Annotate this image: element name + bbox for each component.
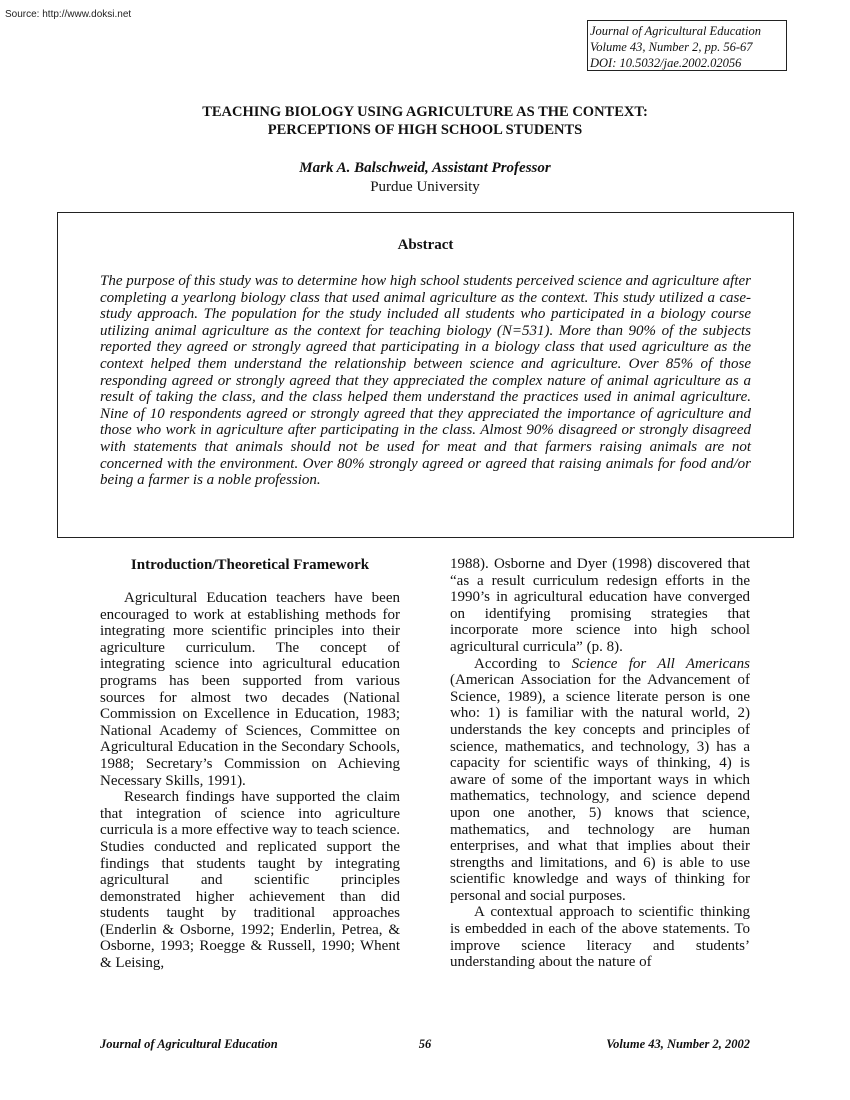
paragraph: Agricultural Education teachers have been encouraged to work at establishing methods for integrating more scientific principles into their agriculture curriculum. The concept of integrating science into agricultural education programs has been supported from various sources for almost two decades (National Commission on Excellence in Education, 1983; National Academy of Sciences, Committee on Agricultural Education in the Secondary Schools, 1988; Secretary’s Commission on Achieving Necessary Skills, 1991). (100, 590, 400, 789)
source-url: Source: http://www.doksi.net (5, 9, 132, 20)
footer-volume: Volume 43, Number 2, 2002 (606, 1037, 750, 1051)
author-affiliation: Purdue University (370, 179, 480, 195)
abstract-box (57, 212, 794, 538)
abstract-heading: Abstract (397, 237, 454, 253)
cited-title: Science for All Americans (571, 655, 750, 672)
paragraph: Research findings have supported the claim that integration of science into agriculture curricula is a more effective way to teach science. Studies conducted and replicated support the findings that students taught by integrating agricultural and scientific principles demonstrated higher achievement than did students taught by traditional approaches (Enderlin & Osborne, 1992; Enderlin, Petrea, & Osborne, 1993; Roegge & Russell, 1990; Whent & Leising, (100, 789, 400, 972)
abstract-text: The purpose of this study was to determine how high school students perceived science and agriculture after completing a yearlong biology class that used animal agriculture as the context. This study utilized a case-study approach. The population for the study included all students who participated in a biology course utilizing animal agriculture as the context for teaching biology (N=531). More than 90% of the subjects reported they agreed or strongly agreed that participating in a biology class that used agriculture as the context helped them understand the relationship between science and agriculture. Over 85% of those responding agreed or strongly agreed that they appreciated the complex nature of animal agriculture as a result of taking the class, and the class helped them understand the practices used in animal agriculture. Nine of 10 respondents agreed or strongly agreed that they appreciated the importance of agriculture and those who work in agriculture after participating in the class. Almost 90% disagreed or strongly disagreed with statements that animals should not be used for meat and that farmers raising animals are not concerned with the environment. Over 80% strongly agreed or agreed that raising animals for food and/or being a farmer is a noble profession. (100, 273, 751, 489)
footer-journal: Journal of Agricultural Education (100, 1037, 278, 1051)
paper-title (100, 103, 750, 139)
journal-volume: Volume 43, Number 2, pp. 56-67 (590, 40, 753, 54)
page-footer (100, 1035, 750, 1053)
title-line-2: PERCEPTIONS OF HIGH SCHOOL STUDENTS (267, 122, 583, 138)
paragraph: A contextual approach to scientific thinking is embedded in each of the above statements. To improve science literacy and students’ understanding about the nature of (450, 904, 750, 971)
paragraph-text: According to (474, 655, 572, 672)
paragraph: 1988). Osborne and Dyer (1998) discovered that “as a result curriculum redesign efforts in the 1990’s in agricultural education have converged on identifying promising strategies that incorporate more science into high school agricultural curricula” (p. 8). (450, 556, 750, 655)
page-number: 56 (418, 1037, 432, 1051)
journal-citation-box (587, 20, 787, 71)
paragraph-text: (American Association for the Advancement of Science, 1989), a science literate person is one who: 1) is familiar with the natural world, 2) understands the key concepts and principles of science, mathematics, and technology, 3) has a capacity for scientific ways of thinking, 4) is aware of some of the important ways in which mathematics, technology, and science depend upon one another, 5) knows that science, mathematics, and technology are human enterprises, and what that implies about their strengths and limitations, and 6) is able to use scientific knowledge and ways of thinking for personal and social purposes. (450, 672, 750, 904)
title-line-1: TEACHING BIOLOGY USING AGRICULTURE AS THE CONTEXT: (202, 104, 648, 120)
left-column (100, 556, 400, 972)
right-column (450, 556, 750, 971)
author-name: Mark A. Balschweid, Assistant Professor (299, 160, 551, 176)
journal-name: Journal of Agricultural Education (590, 24, 761, 38)
journal-doi: DOI: 10.5032/jae.2002.02056 (590, 56, 742, 70)
paragraph (450, 656, 750, 905)
section-heading: Introduction/Theoretical Framework (130, 557, 370, 573)
